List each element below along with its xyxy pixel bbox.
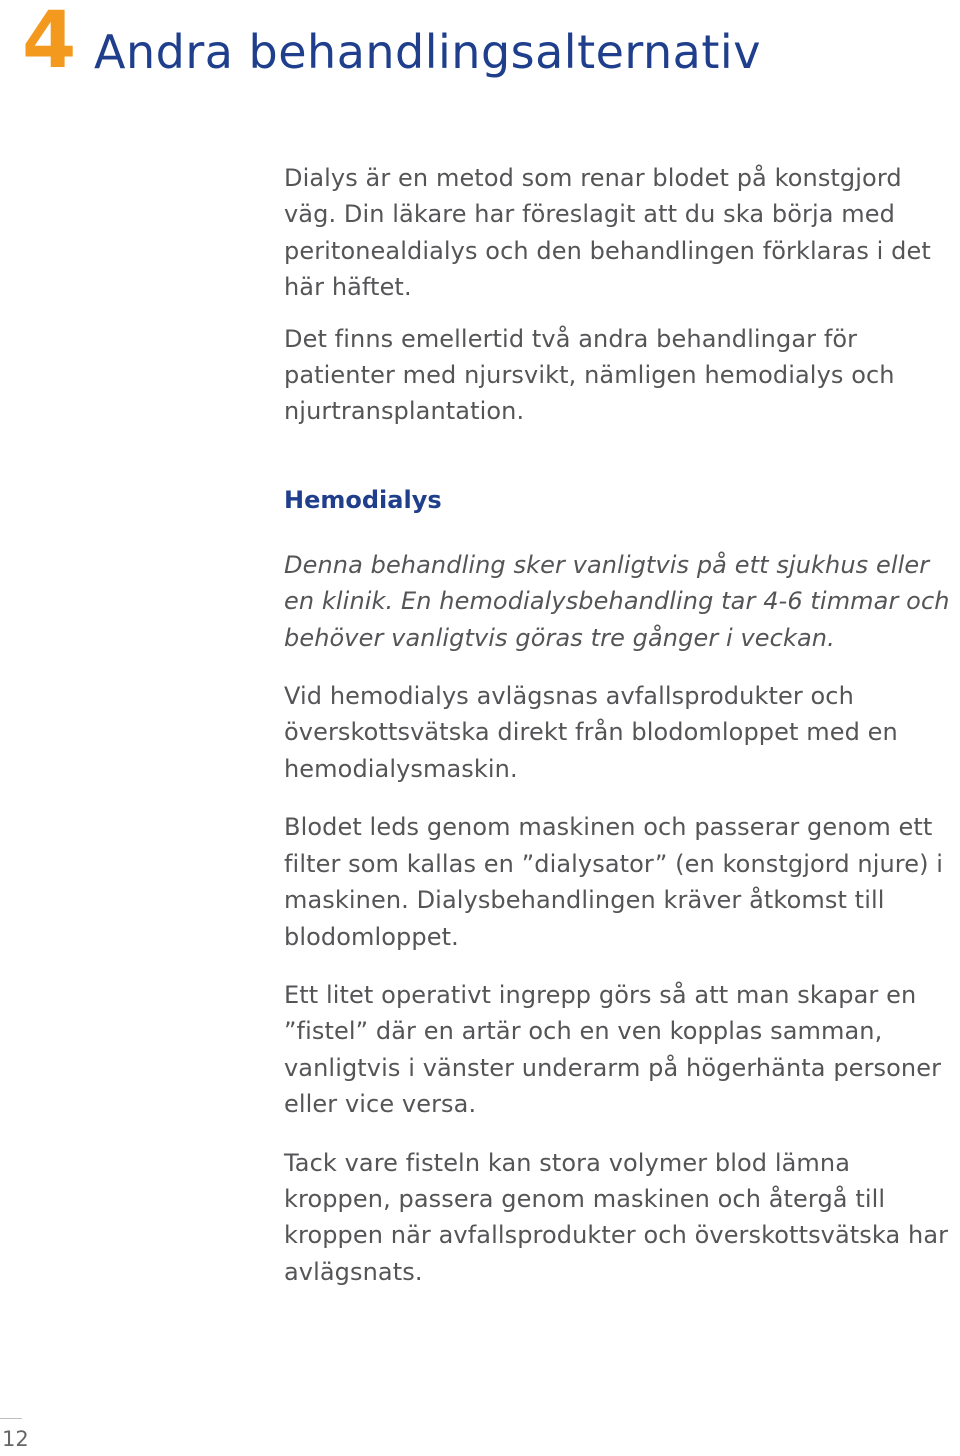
body-paragraph-4: Tack vare fisteln kan stora volymer blod lämna kroppen, passera genom maskinen och återgå till kroppen när avfallsprodukter och överskottsvätska har avlägsnats.	[284, 1148, 949, 1286]
main-content	[284, 160, 952, 1290]
section-lead-paragraph: Denna behandling sker vanligtvis på ett sjukhus eller en klinik. En hemodialysbehandling tar 4-6 timmar och behöver vanligtvis göras tre gånger i veckan.	[284, 550, 950, 652]
intro-paragraph-1: Dialys är en metod som renar blodet på konstgjord väg. Din läkare har föreslagit att du ska börja med peritonealdialys och den behandlingen förklaras i det här häftet.	[284, 164, 931, 302]
page-number: 12	[2, 1427, 29, 1451]
body-paragraph-1: Vid hemodialys avlägsnas avfallsprodukter och överskottsvätska direkt från blodomloppet med en hemodialysmaskin.	[284, 682, 898, 783]
chapter-number: 4	[22, 0, 75, 86]
footer-rule	[0, 1418, 22, 1419]
page-footer	[0, 1418, 960, 1456]
body-paragraph-2: Blodet leds genom maskinen och passerar genom ett filter som kallas en ”dialysator” (en konstgjord njure) i maskinen. Dialysbehandlingen kräver åtkomst till blodomloppet.	[284, 813, 944, 951]
chapter-title: Andra behandlingsalternativ	[94, 25, 761, 79]
intro-paragraph-2: Det finns emellertid två andra behandlingar för patienter med njursvikt, nämligen hemodialys och njurtransplantation.	[284, 324, 895, 426]
body-paragraph-3: Ett litet operativt ingrepp görs så att man skapar en ”fistel” där en artär och en ven kopplas samman, vanligtvis i vänster underarm på högerhänta personer eller vice versa.	[284, 980, 942, 1119]
section-heading-hemodialys: Hemodialys	[284, 485, 442, 514]
chapter-header	[22, 0, 942, 90]
